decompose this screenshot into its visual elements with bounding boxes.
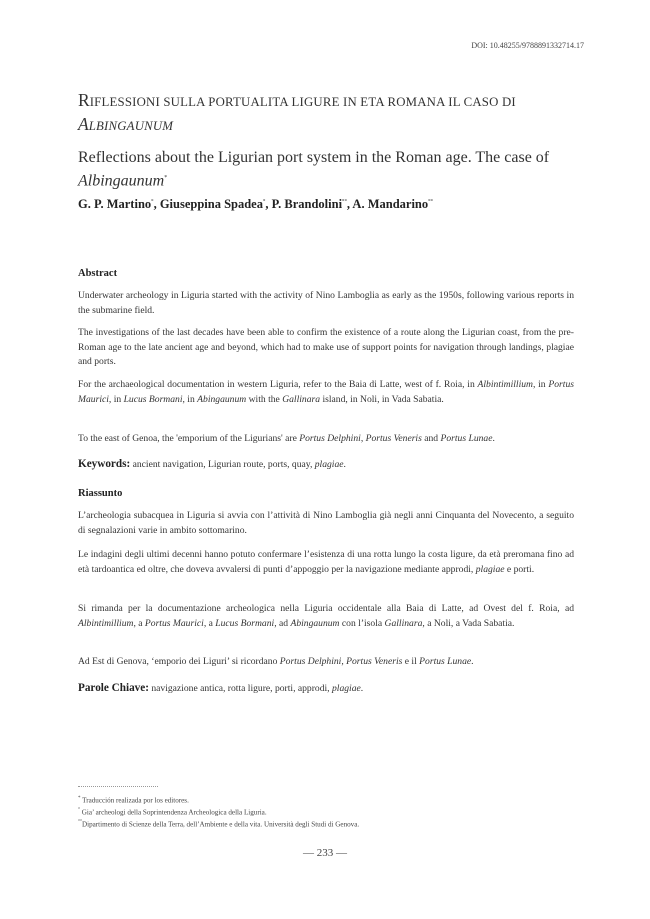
italic-run: Gallinara (384, 617, 423, 629)
parole-chiave-italic: plagiae (331, 683, 361, 694)
italic-run: Portus Delphini (299, 433, 361, 444)
text-run: , a (133, 617, 145, 629)
riassunto-heading: Riassunto (78, 488, 123, 499)
italian-title-rest-2: LBINGAUNUM (88, 119, 174, 133)
italian-title-rest-1: IFLESSIONI SULLA PORTUALITA LIGURE IN ETA ROMANA IL CASO DI (89, 95, 516, 109)
doi-header: DOI: 10.48255/9788891332714.17 (471, 41, 584, 50)
text-run: , in (182, 393, 198, 405)
text-run: Ad Est di Genova, ‘emporio dei Liguri’ si ricordano (78, 656, 280, 667)
italian-title (78, 89, 578, 137)
english-title-footnote-mark: * (164, 175, 168, 181)
text-run: , a (203, 617, 216, 629)
italic-run: Portus Maurici (78, 379, 574, 405)
italic-run: Albintimillium (477, 379, 533, 390)
author-affiliation-mark: °° (428, 198, 433, 205)
italic-run: Portus Delphini (279, 656, 342, 667)
footnote-text: Dipartimento di Scienze della Terra, dell’Ambiente e della vita. Università degli Studi di Genova. (82, 820, 360, 829)
author-separator: , (153, 197, 160, 211)
parole-chiave-end: . (360, 683, 364, 694)
author-affiliation-mark: ° (262, 198, 266, 205)
italic-run: Abingaunum (197, 393, 247, 405)
keywords-italic: plagiae (314, 459, 344, 470)
footnote-text: Gia’ archeologi della Soprintendenza Archeologica della Liguria. (80, 808, 267, 817)
abstract-paragraph-2: The investigations of the last decades have been able to confirm the existence of a route along the Ligurian coast, from the pre-Roman age to the late ancient age and beyond, which had to make use of support points for navigation through landings, plagiae and ports. (78, 327, 574, 368)
author-name: Giuseppina Spadea (159, 197, 263, 211)
parole-chiave-label: Parole Chiave: (78, 682, 149, 694)
text-run: Le indagini degli ultimi decenni hanno potuto confermare l’esistenza di una rotta lungo la costa ligure, da età preromana fino ad età tardoantica ed oltre, che doveva avvalersi di punti d’appoggio per la navigazione mediante approdi, (78, 549, 574, 575)
footnote-mark: ° (78, 808, 80, 813)
text-run: , (341, 656, 347, 667)
footnote-mark: °° (78, 820, 82, 825)
italic-run: Lucus Bormani (123, 393, 183, 405)
text-run: Si rimanda per la documentazione archeologica nella Liguria occidentale alla Baia di Latte, ad Ovest del f. Roia, ad (78, 603, 574, 614)
keywords-label: Keywords: (78, 458, 131, 470)
abstract-paragraph-1: Underwater archeology in Liguria started with the activity of Nino Lamboglia as early as the 1950s, following various reports in the submarine field. (78, 290, 574, 316)
italian-title-cap-2: A (78, 114, 89, 134)
abstract-paragraph-3 (78, 378, 574, 407)
italic-run: Portus Veneris (365, 433, 422, 444)
author-name: G. P. Martino (78, 197, 152, 211)
text-run: , in (108, 393, 124, 405)
text-run: , a Noli, a Vada Sabatia. (422, 617, 515, 629)
english-title-line-2: Albingaunum (78, 172, 165, 190)
text-run: and (421, 433, 441, 444)
english-title-line-1: Reflections about the Ligurian port system in the Roman age. The case of (78, 149, 550, 166)
riassunto-paragraph-3 (78, 602, 574, 631)
english-title (78, 148, 598, 191)
footnote-2 (78, 808, 267, 816)
author-name: A. Mandarino (352, 197, 429, 211)
parole-chiave-line (78, 682, 574, 694)
author-separator: , (265, 197, 272, 211)
riassunto-paragraph-1: L’archeologia subacquea in Liguria si avvia con l’attività di Nino Lamboglia già negli anni Cinquanta del Novecento, a seguito di segnalazioni varie in ambito sottomarino. (78, 510, 574, 536)
author-list (78, 197, 578, 212)
text-run: e il (402, 656, 420, 667)
text-run: e porti. (504, 563, 535, 575)
keywords-line (78, 458, 574, 470)
footnote-rule (78, 786, 158, 787)
text-run: . (492, 433, 495, 444)
italian-title-cap-1: R (78, 90, 90, 110)
riassunto-paragraph-2 (78, 548, 574, 577)
italic-run: Abingaunum (290, 617, 340, 629)
text-run: For the archaeological documentation in western Liguria, refer to the Baia di Latte, west of f. Roia, in (78, 379, 478, 390)
author-affiliation-mark: ° (151, 198, 154, 205)
italic-run: Portus Lunae (440, 433, 493, 444)
text-run: , ad (274, 617, 291, 629)
abstract-paragraph-4 (78, 432, 574, 447)
text-run: , in (532, 379, 549, 390)
italic-run: Portus Veneris (346, 656, 403, 667)
text-run: island, in Noli, in Vada Sabatia. (320, 393, 444, 405)
footnote-1 (78, 796, 189, 804)
text-run: with the (246, 393, 283, 405)
abstract-heading: Abstract (78, 268, 118, 279)
text-run: , (360, 433, 366, 444)
italic-run: Portus Lunae (419, 656, 472, 667)
author-name: P. Brandolini (271, 197, 343, 211)
text-run: con l’isola (339, 617, 385, 629)
keywords-text: ancient navigation, Ligurian route, ports, quay, (130, 459, 315, 470)
italic-run: plagiae (475, 563, 505, 575)
keywords-end: . (343, 459, 346, 470)
page-number: — 233 — (303, 847, 347, 859)
italic-run: Albintimillium (78, 617, 134, 629)
text-run: To the east of Genoa, the 'emporium of the Ligurians' are (78, 433, 300, 444)
italic-run: Portus Maurici (144, 617, 204, 629)
italic-run: Gallinara (282, 393, 321, 405)
text-run: . (471, 656, 474, 667)
riassunto-paragraph-4 (78, 655, 574, 670)
footnote-3 (78, 820, 359, 828)
footnote-text: Traducción realizada por los editores. (80, 796, 189, 805)
footnote-mark: * (78, 796, 81, 801)
author-separator: , (346, 197, 353, 211)
italic-run: Lucus Bormani (215, 617, 275, 629)
author-affiliation-mark: °° (342, 198, 347, 205)
parole-chiave-text: navigazione antica, rotta ligure, porti, approdi, (148, 683, 332, 694)
